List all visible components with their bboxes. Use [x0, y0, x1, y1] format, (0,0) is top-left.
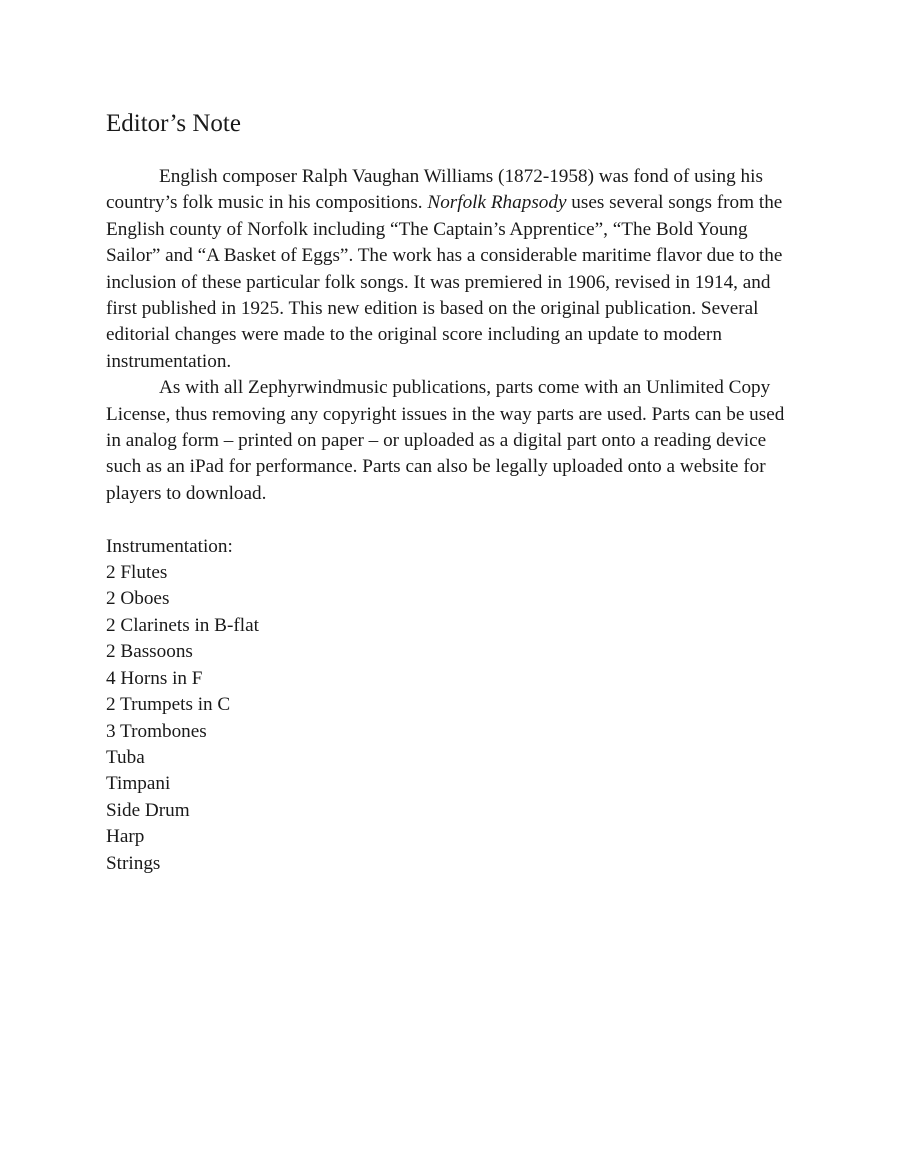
instrument-item: 4 Horns in F: [106, 667, 203, 689]
page-title: Editor’s Note: [106, 110, 241, 137]
instrument-item: 2 Oboes: [106, 588, 170, 610]
instrument-item: 2 Trumpets in C: [106, 694, 231, 716]
intro-text-end: uses several songs from the English county of Norfolk including “The Captain’s Apprentice”, “The Bold Young Sailor” and “A Basket of Eggs”. The work has a considerable maritime flavor due to the inclusion of these particular folk songs. It was premiered in 1906, revised in 1914, and first published in 1925. This new edition is based on the original publication. Several editorial changes were made to the original score including an update to modern instrumentation.: [106, 192, 783, 372]
instrument-item: Timpani: [106, 773, 171, 795]
intro-text-start: English composer Ralph Vaughan Williams (1872-1958) was fond of using his country’s folk music in his compositions.: [106, 166, 763, 214]
instrumentation-heading: Instrumentation:: [106, 535, 233, 557]
license-paragraph: As with all Zephyrwindmusic publications, parts come with an Unlimited Copy License, thus removing any copyright issues in the way parts are used. Parts can be used in analog form – printed on paper – or uploaded as a digital part onto a reading device such as an iPad for performance. Parts can also be legally uploaded onto a website for players to download.: [106, 377, 785, 504]
document-page: [106, 108, 796, 877]
instrument-item: Tuba: [106, 746, 145, 768]
intro-paragraph: [106, 164, 796, 375]
section-spacer: [106, 507, 796, 533]
instrument-item: Side Drum: [106, 799, 190, 821]
instrument-item: 2 Bassoons: [106, 641, 193, 663]
instrument-item: Strings: [106, 852, 161, 874]
instrumentation-list: [106, 560, 796, 877]
instrument-item: 2 Clarinets in B-flat: [106, 614, 259, 636]
instrument-item: Harp: [106, 826, 145, 848]
instrument-item: 2 Flutes: [106, 562, 168, 584]
instrument-item: 3 Trombones: [106, 720, 207, 742]
work-title-italic: Norfolk Rhapsody: [427, 192, 567, 214]
